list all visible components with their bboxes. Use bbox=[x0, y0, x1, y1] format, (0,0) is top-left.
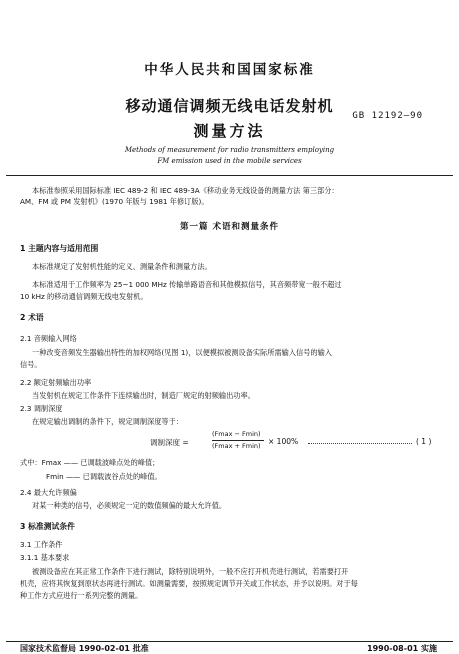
section-2-heading: 2 术语 bbox=[20, 313, 44, 322]
paragraph: 10 kHz 的移动通信调频无线电发射机。 bbox=[20, 292, 148, 301]
equation-denominator: (Fmax + Fmin) bbox=[212, 442, 261, 450]
paragraph: 被测设备应在其正常工作条件下进行测试，除特别说明外，一般不应打开机壳进行测试，若需要打开 bbox=[32, 567, 349, 576]
paragraph: Fmin —— 已调载波谷点处的峰值。 bbox=[46, 472, 162, 481]
clause-heading: 2.2 额定射频输出功率 bbox=[20, 378, 92, 387]
clause-heading: 2.4 最大允许频偏 bbox=[20, 488, 77, 497]
paragraph: 一种改变音频发生器输出特性的加权网络(见图 1)，以便模拟被测设备实际所需输入信号的输入 bbox=[32, 348, 332, 357]
paragraph: 本标准规定了发射机性能的定义、测量条件和测量方法。 bbox=[32, 262, 212, 271]
equation-lhs: 调制深度 = bbox=[150, 438, 189, 447]
intro-line-1: 本标准参照采用国际标准 IEC 489-2 和 IEC 489-3A《移动业务无线设备的测量方法 第三部分： bbox=[32, 186, 339, 195]
equation-numerator: (Fmax − Fmin) bbox=[212, 430, 261, 438]
title-line-1: 移动通信调频无线电话发射机 bbox=[125, 97, 334, 115]
english-title-2: FM emission used in the mobile services bbox=[157, 157, 302, 165]
title-line-2: 测量方法 bbox=[193, 122, 266, 140]
header-rule bbox=[6, 175, 453, 176]
issuing-body: 中华人民共和国国家标准 bbox=[144, 62, 315, 78]
paragraph: 本标准适用于工作频率为 25~1 000 MHz 传输单路语音和其他模拟信号，其音频带宽一般不超过 bbox=[32, 280, 342, 289]
paragraph: 当发射机在规定工作条件下连续输出时，制造厂规定的射频输出功率。 bbox=[32, 391, 255, 400]
clause-heading: 3.1 工作条件 bbox=[20, 540, 63, 549]
paragraph: 机壳，应将其恢复到原状态再进行测试。如测量需要，按照规定调节开关或工作状态，并予以说明。对于每 bbox=[20, 579, 358, 588]
english-title-1: Methods of measurement for radio transmitters employing bbox=[124, 146, 335, 154]
section-1-heading: 1 主题内容与适用范围 bbox=[20, 244, 99, 253]
effective-date: 1990-08-01 实施 bbox=[367, 644, 437, 653]
paragraph: 种工作方式应进行一系列完整的测量。 bbox=[20, 591, 143, 600]
fraction-bar bbox=[212, 440, 264, 441]
equation-leader bbox=[308, 443, 412, 444]
paragraph: 信号。 bbox=[20, 360, 42, 369]
equation-number: ( 1 ) bbox=[416, 437, 432, 446]
equation-rhs: × 100% bbox=[268, 437, 299, 446]
standard-code: GB 12192—90 bbox=[352, 111, 423, 121]
approval-date: 国家技术监督局 1990-02-01 批准 bbox=[20, 644, 149, 653]
section-3-heading: 3 标准测试条件 bbox=[20, 522, 75, 531]
paragraph: 对某一种类的信号，必须规定一定的数值频偏的最大允许值。 bbox=[32, 501, 227, 510]
paragraph: 式中：Fmax —— 已调载波峰点处的峰值； bbox=[20, 458, 160, 467]
clause-heading: 2.1 音频输入网络 bbox=[20, 334, 77, 343]
paragraph: 在规定输出调制的条件下，规定调制深度等于： bbox=[32, 417, 183, 426]
clause-heading: 3.1.1 基本要求 bbox=[20, 553, 70, 562]
footer-rule bbox=[6, 641, 453, 642]
part-heading: 第一篇 术语和测量条件 bbox=[180, 222, 279, 232]
clause-heading: 2.3 调制深度 bbox=[20, 404, 63, 413]
intro-line-2: AM、FM 或 PM 发射机》(1970 年版与 1981 年修订版)。 bbox=[20, 197, 209, 206]
